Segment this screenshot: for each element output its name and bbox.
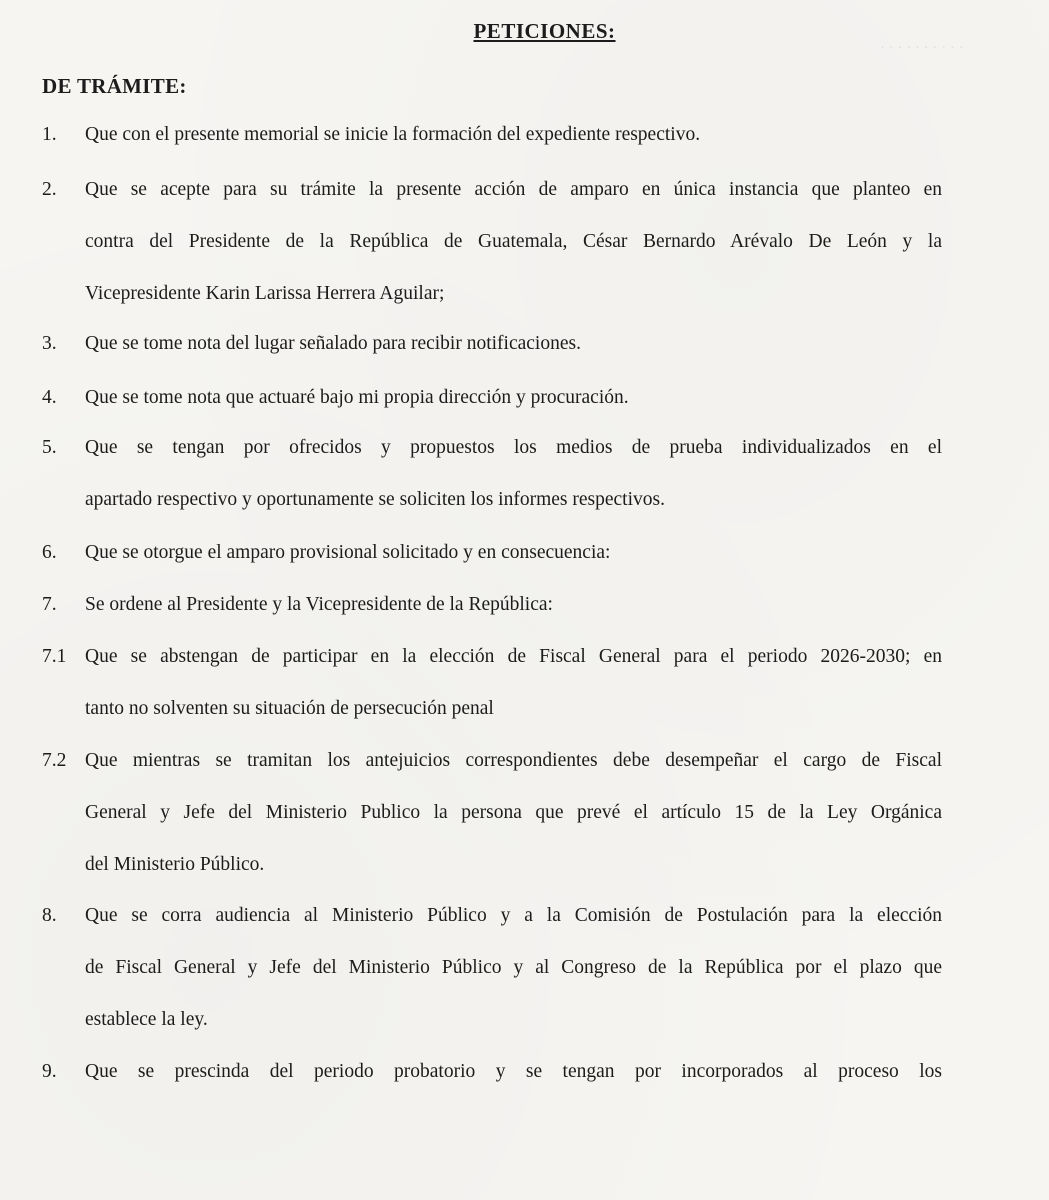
item-text-line: de Fiscal General y Jefe del Ministerio Público y al Congreso de la República por el plazo que [85, 957, 942, 978]
item-number: 7.1 [42, 646, 67, 667]
item-text-line: apartado respectivo y oportunamente se soliciten los informes respectivos. [85, 489, 665, 510]
item-text [85, 631, 942, 735]
item-text-line: contra del Presidente de la República de Guatemala, César Bernardo Arévalo De León y la [85, 231, 942, 252]
item-text [85, 422, 942, 526]
item-text-line: tanto no solventen su situación de persecución penal [85, 698, 494, 719]
document-heading: PETICIONES: [473, 19, 616, 43]
item-number: 8. [42, 905, 57, 926]
section-title: DE TRÁMITE: [42, 74, 187, 98]
item-text-line: Que se acepte para su trámite la presente acción de amparo en única instancia que planteo en [85, 179, 942, 200]
item-text-line: Que se tome nota del lugar señalado para recibir notificaciones. [85, 333, 581, 354]
item-text [85, 579, 942, 631]
item-number: 2. [42, 179, 57, 200]
item-text [85, 890, 942, 1046]
item-text-line: Que se prescinda del periodo probatorio y se tengan por incorporados al proceso los [85, 1061, 942, 1082]
item-text [85, 109, 942, 161]
item-text-line: establece la ley. [85, 1009, 208, 1030]
item-number: 7. [42, 594, 57, 615]
item-text-line: Que mientras se tramitan los antejuicios correspondientes debe desempeñar el cargo de Fiscal [85, 750, 942, 771]
item-number: 9. [42, 1061, 57, 1082]
item-number: 6. [42, 542, 57, 563]
item-text-line: del Ministerio Público. [85, 854, 265, 875]
item-text-line: Se ordene al Presidente y la Vicepresidente de la República: [85, 594, 553, 615]
item-text [85, 318, 942, 370]
item-text [85, 372, 942, 424]
item-number: 7.2 [42, 750, 67, 771]
item-text-line: Que se corra audiencia al Ministerio Público y a la Comisión de Postulación para la elección [85, 905, 942, 926]
item-text [85, 735, 942, 891]
item-text-line: Que se tome nota que actuaré bajo mi propia dirección y procuración. [85, 387, 629, 408]
item-text [85, 527, 942, 579]
item-text-line: Que se otorgue el amparo provisional solicitado y en consecuencia: [85, 542, 611, 563]
item-text-line: General y Jefe del Ministerio Publico la persona que prevé el artículo 15 de la Ley Orgánica [85, 802, 942, 823]
item-text-line: Vicepresidente Karin Larissa Herrera Aguilar; [85, 283, 445, 304]
item-text [85, 1046, 942, 1098]
item-number: 3. [42, 333, 57, 354]
item-text-line: Que se abstengan de participar en la elección de Fiscal General para el periodo 2026-2030; en [85, 646, 942, 667]
item-text-line: Que con el presente memorial se inicie la formación del expediente respectivo. [85, 124, 701, 145]
item-number: 1. [42, 124, 57, 145]
item-number: 4. [42, 387, 57, 408]
bleed-through-text: · · · · · · · · · · [880, 40, 964, 56]
item-text-line: Que se tengan por ofrecidos y propuestos los medios de prueba individualizados en el [85, 437, 942, 458]
item-text [85, 164, 942, 320]
item-number: 5. [42, 437, 57, 458]
